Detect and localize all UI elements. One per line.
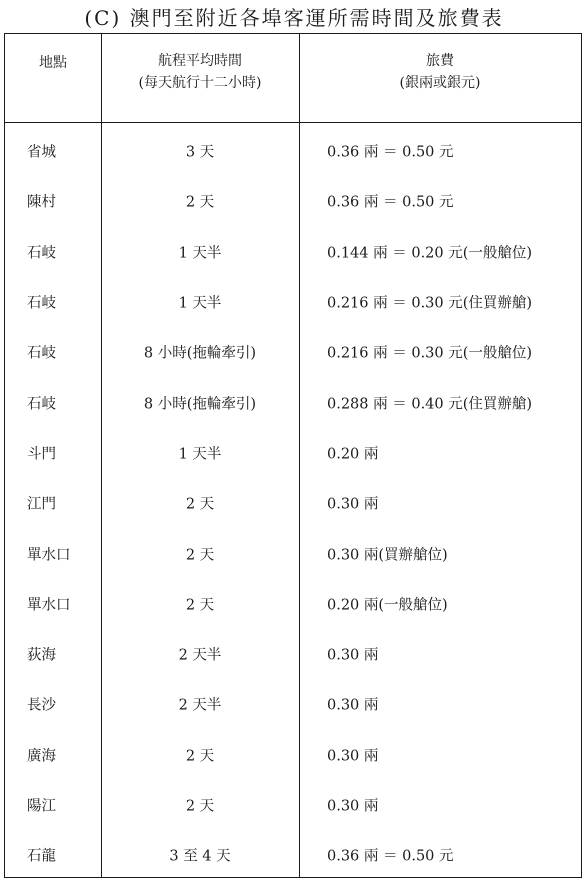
cell-time: 2 天半	[178, 697, 222, 714]
cell-place: 長沙	[27, 697, 56, 714]
cell-time: 2 天	[185, 194, 215, 211]
header-place-label: 地點	[39, 55, 67, 71]
cell-time: 2 天	[185, 748, 215, 765]
table-row	[5, 227, 581, 277]
cell-place: 陽江	[27, 798, 56, 815]
cell-place: 石岐	[27, 245, 56, 262]
page-title: (C) 澳門至附近各埠客運所需時間及旅費表	[84, 6, 504, 30]
cell-time: 2 天	[185, 496, 215, 513]
table-row	[5, 428, 581, 478]
cell-fare: 0.36 兩 ＝ 0.50 元	[327, 144, 454, 161]
cell-fare: 0.30 兩	[327, 748, 379, 765]
cell-place: 石龍	[27, 848, 56, 865]
table-row	[5, 579, 581, 629]
cell-place: 石岐	[27, 295, 56, 312]
cell-place: 石岐	[27, 396, 56, 413]
cell-place: 斗門	[27, 446, 56, 463]
cell-fare: 0.20 兩	[327, 446, 379, 463]
table-row	[5, 377, 581, 427]
header-time-note: (每天航行十二小時)	[138, 75, 262, 91]
cell-time: 1 天半	[178, 295, 222, 312]
cell-place: 江門	[27, 496, 56, 513]
table-row	[5, 780, 581, 830]
header-fare-note: (銀兩或銀元)	[399, 75, 481, 91]
cell-fare: 0.216 兩 ＝ 0.30 元(住買辦艙)	[327, 295, 533, 312]
cell-fare: 0.288 兩 ＝ 0.40 元(住買辦艙)	[327, 396, 533, 413]
cell-fare: 0.30 兩	[327, 697, 379, 714]
header-time-label: 航程平均時間	[158, 53, 242, 69]
cell-fare: 0.144 兩 ＝ 0.20 元(一般艙位)	[327, 245, 533, 262]
cell-time: 8 小時(拖輪牽引)	[143, 345, 257, 362]
cell-time: 2 天半	[178, 647, 222, 664]
header-divider	[5, 122, 581, 123]
cell-place: 陳村	[27, 194, 56, 211]
table-row	[5, 830, 581, 880]
cell-place: 單水口	[27, 547, 71, 564]
cell-place: 石岐	[27, 345, 56, 362]
fare-table	[4, 33, 582, 878]
table-row	[5, 629, 581, 679]
cell-fare: 0.20 兩(一般艙位)	[327, 597, 448, 614]
cell-time: 8 小時(拖輪牽引)	[143, 396, 257, 413]
table-row	[5, 528, 581, 578]
table-row	[5, 730, 581, 780]
table-row	[5, 176, 581, 226]
header-time	[101, 34, 299, 122]
table-row	[5, 327, 581, 377]
cell-fare: 0.36 兩 ＝ 0.50 元	[327, 848, 454, 865]
cell-fare: 0.30 兩	[327, 647, 379, 664]
cell-fare: 0.30 兩	[327, 798, 379, 815]
cell-time: 3 天	[185, 144, 215, 161]
table-body	[5, 126, 581, 880]
header-place	[5, 34, 101, 122]
table-row	[5, 126, 581, 176]
cell-place: 荻海	[27, 647, 56, 664]
table-row	[5, 679, 581, 729]
header-fare	[299, 34, 581, 122]
cell-fare: 0.36 兩 ＝ 0.50 元	[327, 194, 454, 211]
cell-time: 2 天	[185, 798, 215, 815]
cell-time: 2 天	[185, 597, 215, 614]
cell-fare: 0.216 兩 ＝ 0.30 元(一般艙位)	[327, 345, 533, 362]
cell-place: 廣海	[27, 748, 56, 765]
cell-fare: 0.30 兩(買辦艙位)	[327, 547, 448, 564]
cell-time: 3 至 4 天	[169, 848, 231, 865]
cell-time: 2 天	[185, 547, 215, 564]
cell-fare: 0.30 兩	[327, 496, 379, 513]
cell-time: 1 天半	[178, 245, 222, 262]
table-row	[5, 277, 581, 327]
header-fare-label: 旅費	[426, 53, 454, 69]
cell-place: 省城	[27, 144, 56, 161]
cell-time: 1 天半	[178, 446, 222, 463]
cell-place: 單水口	[27, 597, 71, 614]
table-row	[5, 478, 581, 528]
